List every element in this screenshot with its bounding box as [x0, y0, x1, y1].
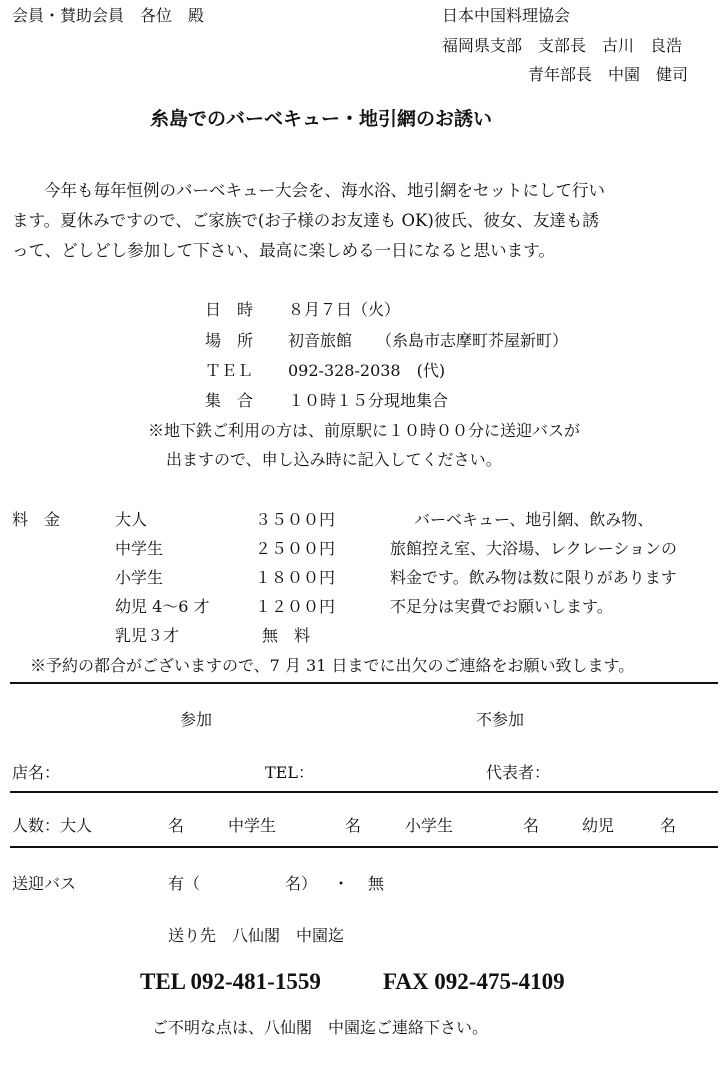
inquiry-note: ご不明な点は、八仙閣 中園迄ご連絡下さい。 — [152, 1018, 489, 1037]
bus-separator: ・ — [333, 874, 350, 893]
unit-label: 名 — [168, 816, 185, 835]
divider — [10, 846, 718, 848]
unit-label: 名 — [523, 816, 540, 835]
subway-note-1: ※地下鉄ご利用の方は、前原駅に１０時００分に送迎バスが — [148, 421, 581, 440]
fee-price: １２００円 — [255, 597, 336, 616]
infant-label: 幼児 — [582, 816, 615, 835]
detail-value-meet: １０時１５分現地集合 — [288, 391, 449, 410]
intro-line-2: ます。夏休みですので、ご家族で(お子様のお友達も OK)彼氏、彼女、友達も誘 — [12, 211, 599, 230]
org-name: 日本中国料理協会 — [442, 6, 571, 25]
attend-option[interactable]: 参加 — [180, 710, 213, 729]
fee-price: ３５００円 — [255, 510, 336, 529]
fees-label: 料 金 — [12, 510, 61, 529]
fee-category: 大人 — [115, 510, 148, 529]
youth-line: 青年部長 中園 健司 — [528, 65, 689, 84]
detail-value-tel: 092-328-2038 (代) — [288, 361, 446, 380]
detail-label-meet: 集 合 — [205, 391, 254, 410]
fee-category: 幼児 4〜6 才 — [115, 597, 210, 616]
recipients: 会員・賛助会員 各位 殿 — [12, 6, 205, 25]
shop-name-label: 店名： — [12, 763, 61, 782]
send-to: 送り先 八仙閣 中園迄 — [168, 926, 345, 945]
fee-price: 無 料 — [262, 626, 311, 645]
bus-no-option[interactable]: 無 — [368, 874, 385, 893]
intro-line-1: 今年も毎年恒例のバーベキュー大会を、海水浴、地引網をセットにして行い — [44, 181, 605, 200]
subway-note-2: 出ますので、申し込み時に記入してください。 — [166, 450, 502, 469]
fee-price: ２５００円 — [255, 539, 336, 558]
fee-price: １８００円 — [255, 568, 336, 587]
unit-label: 名 — [660, 816, 677, 835]
fee-category: 中学生 — [115, 539, 164, 558]
bus-yes-option[interactable]: 有（ — [168, 874, 201, 893]
bus-count-label: 名） — [285, 874, 318, 893]
not-attend-option[interactable]: 不参加 — [476, 710, 525, 729]
detail-value-date: ８月７日（火） — [288, 300, 401, 319]
fee-note-4: 不足分は実費でお願いします。 — [390, 597, 613, 616]
fee-category: 小学生 — [115, 568, 164, 587]
bus-label: 送迎バス — [12, 874, 77, 893]
tel-contact: TEL 092-481-1559 — [140, 969, 321, 994]
divider — [10, 682, 718, 684]
reservation-note: ※予約の都合がございますので、7 月 31 日までに出欠のご連絡をお願い致します。 — [30, 656, 635, 675]
detail-label-date: 日 時 — [205, 300, 254, 319]
page-title: 糸島でのバーベキュー・地引網のお誘い — [150, 108, 493, 130]
fax-contact: FAX 092-475-4109 — [383, 969, 565, 994]
elementary-label: 小学生 — [405, 816, 454, 835]
fee-category: 乳児３才 — [115, 626, 180, 645]
branch-line: 福岡県支部 支部長 古川 良浩 — [442, 36, 683, 55]
representative-label: 代表者： — [486, 763, 551, 782]
fee-note-1: バーベキュー、地引網、飲み物、 — [414, 510, 654, 529]
detail-label-tel: ＴＥＬ — [205, 361, 254, 380]
people-label: 人数：大人 — [12, 816, 93, 835]
fee-note-3: 料金です。飲み物は数に限りがあります — [390, 568, 677, 587]
unit-label: 名 — [345, 816, 362, 835]
intro-line-3: って、どしどし参加して下さい、最高に楽しめる一日になると思います。 — [12, 241, 555, 260]
middle-school-label: 中学生 — [228, 816, 277, 835]
divider — [10, 791, 718, 793]
detail-label-place: 場 所 — [205, 331, 254, 350]
fee-note-2: 旅館控え室、大浴場、レクレーションの — [390, 539, 678, 558]
tel-label: TEL： — [265, 763, 314, 782]
detail-value-place: 初音旅館 （糸島市志摩町芥屋新町） — [288, 331, 569, 350]
